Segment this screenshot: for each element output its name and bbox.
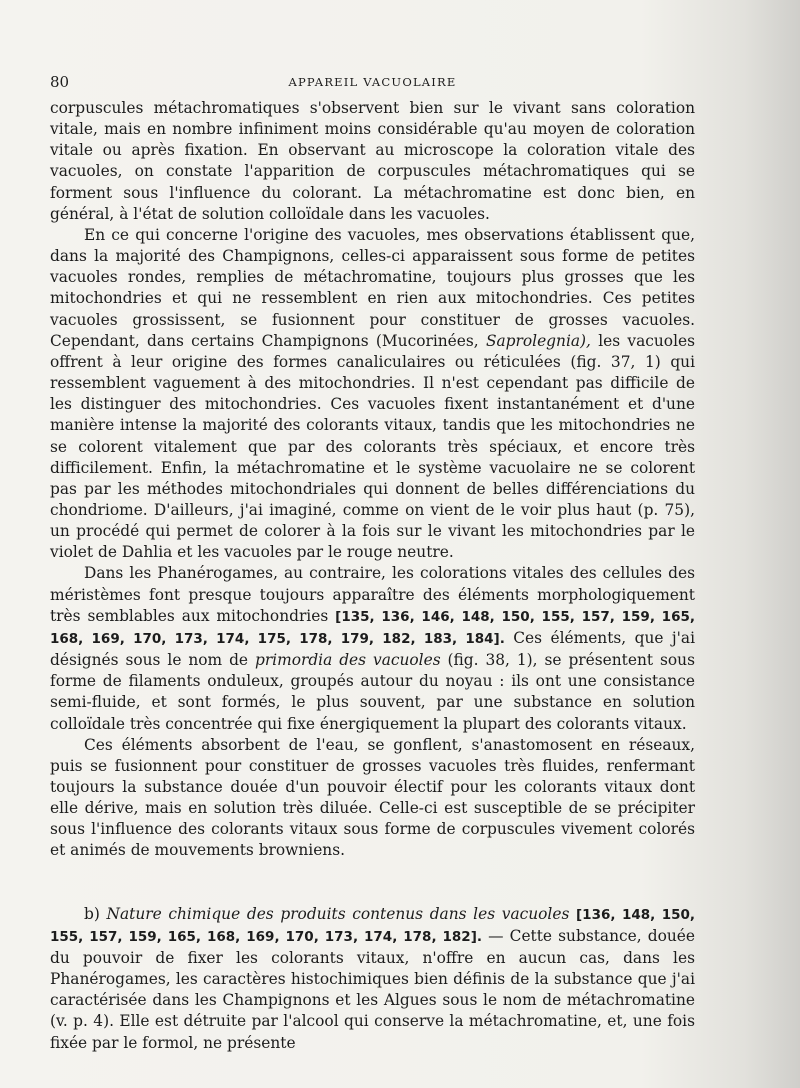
paragraph-2 [50, 225, 695, 564]
paragraph-5 [50, 904, 695, 1054]
page-header [50, 73, 695, 93]
paragraph-2-part-a: En ce qui concerne l'origine des vacuoles, mes observations établissent que, dans la majorité des Champignons, celles-ci apparaissent sous forme de petites vacuoles rondes, remplies de métachromatine, toujours plus grosses que les mitochondries et qui ne ressemblent en rien aux mitochondries. Ces petites vacuoles grossissent, se fusionnent pour constituer de grosses vacuoles. Cependant, dans certains Champignons (Mucorinées, [50, 225, 695, 350]
paragraph-3-part-a: Dans les Phanérogames, au contraire, les colorations vitales des cellules des méristèmes font presque toujours apparaître des éléments morphologiquement très semblables aux mitochondries [50, 564, 695, 625]
paragraph-3-references: [135, 136, 146, 148, 150, 155, 157, 159, 165, 168, 169, 170, 173, 174, 175, 178, 179, 182, 183, 184]. [50, 608, 695, 647]
paragraph-4: Ces éléments absorbent de l'eau, se gonflent, s'anastomosent en réseaux, puis se fusionnent pour constituer de grosses vacuoles très fluides, renfermant toujours la substance douée d'un pouvoir électif pour les colorants vitaux dont elle dérive, mais en solution très diluée. Celle-ci est susceptible de se précipiter sous l'influence des colorants vitaux sous forme de corpuscules vivement colorés et animés de mouvements browniens. [50, 735, 695, 860]
paragraph-3-part-b: Ces éléments, que j'ai désignés sous le nom de [50, 628, 696, 670]
paragraph-5-part-a: b) [84, 904, 107, 923]
paragraph-3-italic: primordia des vacuoles [254, 651, 441, 670]
paragraph-3-part-c: (fig. 38, 1), se présentent sous forme de filaments onduleux, groupés autour du noyau : ils ont une consistance semi-fluide, et sont formés, le plus souvent, par une substance en solution colloïdale très concentrée qui fixe énergiquement la plupart des colorants vitaux. [50, 651, 695, 733]
paragraph-2-italic: Saprolegnia), [485, 331, 591, 350]
page-number: 80 [50, 73, 70, 91]
paragraph-5-part-c: — Cette substance, douée du pouvoir de fixer les colorants vitaux, n'offre en aucun cas, dans les Phanérogames, les caractères histochimiques bien définis de la substance que j'ai caractérisée dans les Champignons et les Algues sous le nom de métachromatine (v. p. 4). Elle est détruite par l'alcool qui conserve la métachromatine, et, une fois fixée par le formol, ne présente [50, 926, 695, 1052]
running-title: APPAREIL VACUOLAIRE [288, 75, 457, 89]
paragraph-5-references: [136, 148, 150, 155, 157, 159, 165, 168, 169, 170, 173, 174, 178, 182]. [50, 906, 696, 945]
paragraph-3 [50, 563, 695, 734]
section-heading-italic: Nature chimique des produits contenus dans les vacuoles [106, 904, 570, 923]
body-text [50, 98, 695, 1054]
paragraph-1: corpuscules métachromatiques s'observent bien sur le vivant sans coloration vitale, mais en nombre infiniment moins considérable qu'au moyen de coloration vitale ou après fixation. En observant au microscope la coloration vitale des vacuoles, on constate l'apparition de corpuscules métachromatiques qui se forment sous l'influence du colorant. La métachromatine est donc bien, en général, à l'état de solution colloïdale dans les vacuoles. [50, 99, 695, 223]
paragraph-2-part-b: les vacuoles offrent à leur origine des formes canaliculaires ou réticulées (fig. 37, 1) qui ressemblent vaguement à des mitochondries. Il n'est cependant pas difficile de les distinguer des mitochondries. Ces vacuoles fixent instantanément et d'une manière intense la majorité des colorants vitaux, tandis que les mitochondries ne se colorent vitalement que par des colorants très spéciaux, et encore très difficilement. Enfin, la métachromatine et le système vacuolaire ne se colorent pas par les méthodes mitochondriales qui donnent de belles différenciations du chondriome. D'ailleurs, j'ai imaginé, comme on vient de le voir plus haut (p. 75), un procédé qui permet de colorer à la fois sur le vivant les mitochondries par le violet de Dahlia et les vacuoles par le rouge neutre. [50, 331, 695, 562]
section-spacer [50, 862, 695, 904]
